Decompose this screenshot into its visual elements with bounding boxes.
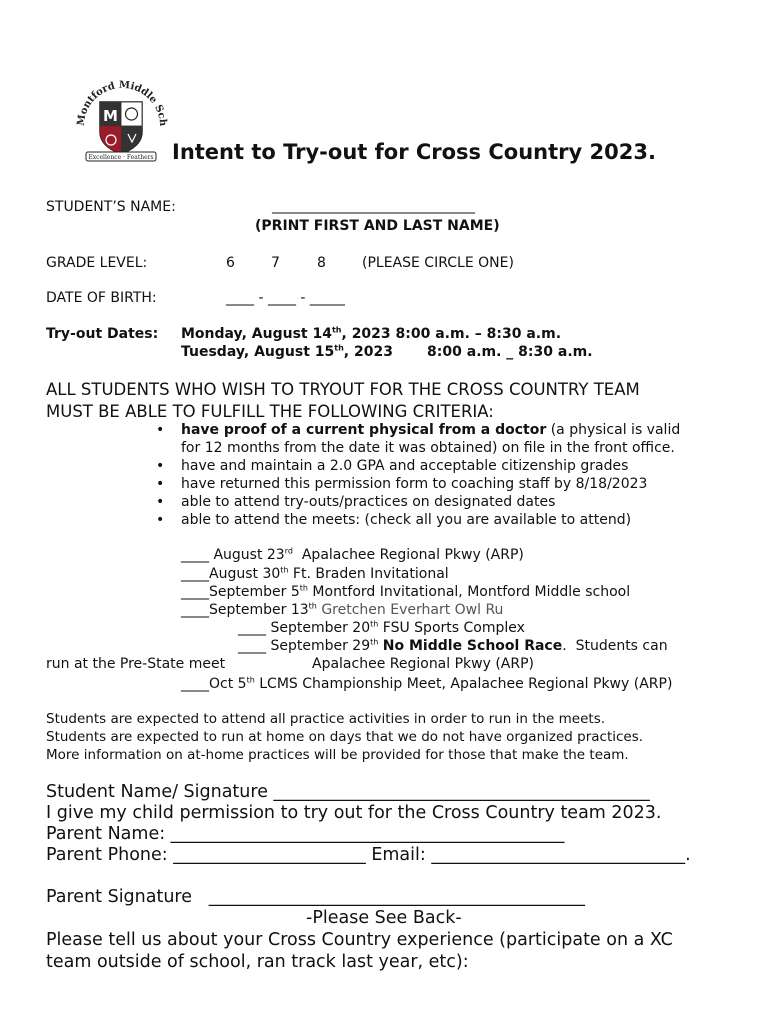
experience-prompt-1: Please tell us about your Cross Country experience (participate on a XC <box>46 930 673 950</box>
dob-label: DATE OF BIRTH: <box>46 290 157 306</box>
meet-item-sep29-cont-right: Apalachee Regional Pkwy (ARP) <box>312 656 535 672</box>
criteria-item-meets: able to attend the meets: (check all you are available to attend) <box>181 512 632 528</box>
bullet-icon: • <box>156 458 165 474</box>
student-name-label: STUDENT’S NAME: <box>46 199 176 215</box>
criteria-item-physical-cont: for 12 months from the date it was obtained) on file in the front office. <box>181 440 675 456</box>
bullet-icon: • <box>156 494 165 510</box>
tryout-date-2: Tuesday, August 15th, 2023 8:00 a.m. _ 8:30 a.m. <box>181 343 593 360</box>
criteria-heading-1: ALL STUDENTS WHO WISH TO TRYOUT FOR THE CROSS COUNTRY TEAM <box>46 380 640 399</box>
bullet-icon: • <box>156 422 165 438</box>
criteria-item-form: have returned this permission form to coaching staff by 8/18/2023 <box>181 476 648 492</box>
meet-item-aug23[interactable]: ____ August 23rd Apalachee Regional Pkwy (ARP) <box>181 546 524 563</box>
criteria-item-attend: able to attend try-outs/practices on designated dates <box>181 494 556 510</box>
grade-option-6[interactable]: 6 <box>226 255 235 271</box>
page-title: Intent to Try-out for Cross Country 2023. <box>172 140 656 164</box>
criteria-item-gpa: have and maintain a 2.0 GPA and acceptable citizenship grades <box>181 458 629 474</box>
print-name-hint: (PRINT FIRST AND LAST NAME) <box>255 218 500 234</box>
bullet-icon: • <box>156 512 165 528</box>
meet-item-oct5[interactable]: ____Oct 5th LCMS Championship Meet, Apalachee Regional Pkwy (ARP) <box>181 675 673 692</box>
grade-label: GRADE LEVEL: <box>46 255 148 271</box>
school-logo <box>70 74 170 164</box>
see-back-note: -Please See Back- <box>306 908 462 928</box>
permission-statement: I give my child permission to try out for the Cross Country team 2023. <box>46 803 662 823</box>
note-line-1: Students are expected to attend all practice activities in order to run in the meets. <box>46 711 606 727</box>
grade-option-8[interactable]: 8 <box>317 255 326 271</box>
tryout-label: Try-out Dates: <box>46 326 159 342</box>
criteria-item-physical: have proof of a current physical from a doctor (a physical is valid <box>181 422 681 438</box>
student-name-line[interactable]: _____________________________ <box>272 198 475 214</box>
grade-hint: (PLEASE CIRCLE ONE) <box>362 255 514 271</box>
bullet-icon: • <box>156 476 165 492</box>
logo-motto: Excellence · Feathers <box>88 154 154 161</box>
parent-phone-email-field[interactable]: Parent Phone: ______________________ Email: _____________________________. <box>46 845 691 865</box>
meet-item-sep29[interactable]: ____ September 29th No Middle School Race. Students can <box>238 637 668 654</box>
grade-option-7[interactable]: 7 <box>271 255 280 271</box>
parent-name-field[interactable]: Parent Name: _____________________________________________ <box>46 824 565 844</box>
tryout-date-1: Monday, August 14th, 2023 8:00 a.m. – 8:30 a.m. <box>181 325 562 342</box>
meet-item-sep20[interactable]: ____ September 20th FSU Sports Complex <box>238 619 525 636</box>
dob-line[interactable]: ____ - ____ - _____ <box>226 290 345 306</box>
meet-item-sep29-cont-left: run at the Pre-State meet <box>46 656 226 672</box>
meet-item-sep5[interactable]: ____September 5th Montford Invitational, Montford Middle school <box>181 583 631 600</box>
note-line-2: Students are expected to run at home on days that we do not have organized practices. <box>46 729 644 745</box>
meet-item-aug30[interactable]: ____August 30th Ft. Braden Invitational <box>181 565 449 582</box>
logo-letter: M <box>103 107 118 125</box>
experience-prompt-2: team outside of school, ran track last year, etc): <box>46 952 469 972</box>
meet-item-sep13[interactable]: ____September 13th Gretchen Everhart Owl Ru <box>181 601 504 618</box>
school-crest-icon <box>70 74 170 164</box>
note-line-3: More information on at-home practices will be provided for those that make the team. <box>46 747 629 763</box>
criteria-heading-2: MUST BE ABLE TO FULFILL THE FOLLOWING CRITERIA: <box>46 402 494 421</box>
student-signature-field[interactable]: Student Name/ Signature ___________________________________________ <box>46 782 650 802</box>
logo-arc-text: Montford Middle Sch <box>75 79 169 127</box>
parent-signature-field[interactable]: Parent Signature ___________________________________________ <box>46 887 585 907</box>
